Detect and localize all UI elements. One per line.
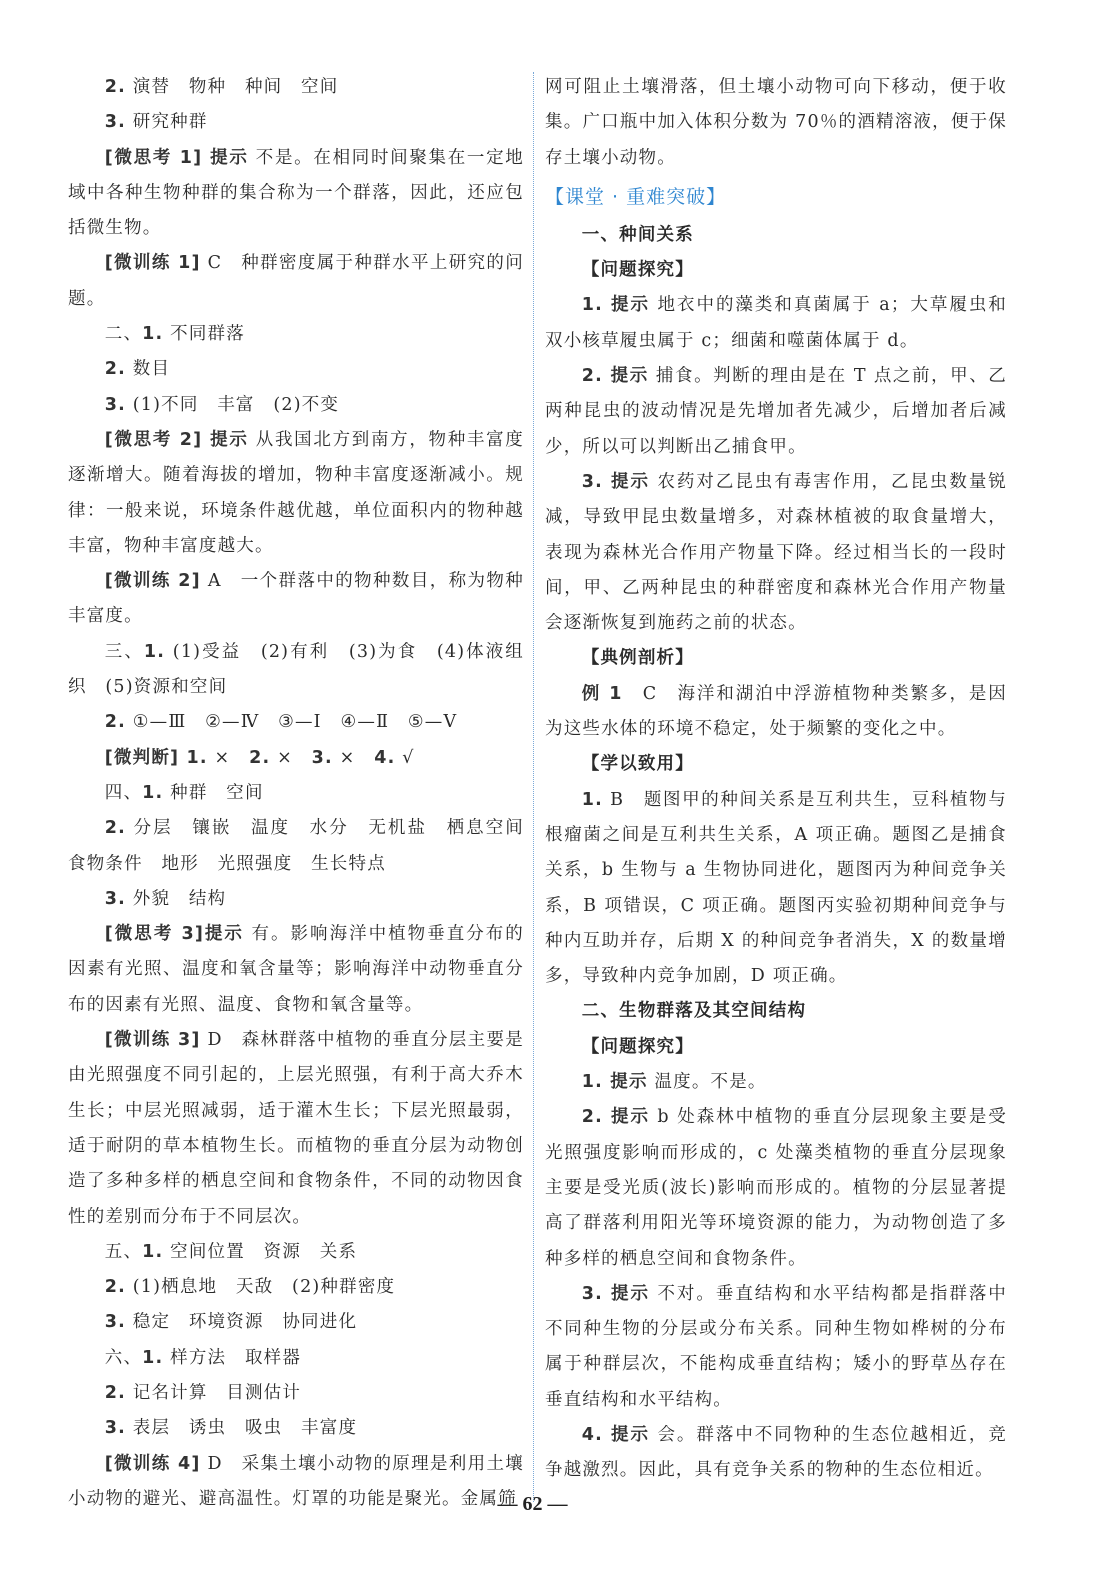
paragraph-text: 捕食。判断的理由是在 T 点之前，甲、乙两种昆虫的波动情况是先增加者先减少，后增加者后减少，所以可以判断出乙捕食甲。 — [545, 366, 1007, 457]
paragraph-text: 外貌 结构 — [125, 888, 227, 909]
bold-label: 2. — [249, 747, 271, 768]
answer-paragraph — [68, 388, 524, 423]
answer-paragraph — [545, 465, 1007, 641]
paragraph-text: 三、 — [104, 641, 144, 662]
bold-label: [微训练 3] — [104, 1030, 201, 1051]
paragraph-text: 演替 物种 种间 空间 — [125, 77, 339, 97]
bold-label: 2. — [104, 1277, 126, 1298]
answer-paragraph — [68, 917, 524, 1023]
paragraph-text: √ — [395, 747, 415, 768]
answer-paragraph — [68, 1270, 524, 1305]
paragraph-text: 二、 — [104, 324, 143, 345]
answer-paragraph — [68, 246, 524, 317]
bold-label: 4. 提示 — [581, 1424, 650, 1445]
subheading — [545, 1030, 1007, 1065]
paragraph-text: 地衣中的藻类和真菌属于 a；大草履虫和双小核草履虫属于 c；细菌和噬菌体属于 d。 — [545, 295, 1007, 351]
paragraph-text: 温度。不是。 — [647, 1072, 767, 1093]
bold-label: 3. — [104, 112, 126, 133]
answer-paragraph — [68, 741, 524, 776]
paragraph-text: 五、 — [104, 1241, 143, 1262]
paragraph-text: 不对。垂直结构和水平结构都是指群落中不同种生物的分层或分布关系。同种生物如桦树的分布属于种群层次，不能构成垂直结构；矮小的野草丛存在垂直结构和水平结构。 — [545, 1283, 1007, 1410]
subheading — [545, 253, 1007, 288]
bold-label: 2. 提示 — [581, 1107, 650, 1128]
paragraph-text: B 题图甲的种间关系是互利共生，豆科植物与根瘤菌之间是互利共生关系，A 项正确。题图乙是捕食关系，b 生物与 a 生物协同进化，题图丙为种间竞争关系，B 项错误，C 项正确。题图丙实验初期种间竞争与种内互助并存，后期 X 的种间竞争者消失，X 的数量增多，导致种内竞争加剧，D 项正确。 — [545, 789, 1007, 987]
paragraph-text: (1)不同 丰富 (2)不变 — [125, 394, 340, 415]
paragraph-text: b 处森林中植物的垂直分层现象主要是受光照强度影响而形成的，c 处藻类植物的垂直分层现象主要是受光质(波长)影响而形成的。植物的分层显著提高了群落利用阳光等环境资源的能力，为动物创造了多种多样的栖息空间和食物条件。 — [545, 1107, 1008, 1269]
paragraph-text: D 采集土壤小动物的原理是利用土壤小动物的避光、避高温性。灯罩的功能是聚光。金属筛 — [68, 1453, 524, 1509]
paragraph-text: 数目 — [125, 359, 171, 380]
bold-label: 3. — [104, 888, 126, 909]
paragraph-text: 【问题探究】 — [581, 260, 694, 281]
paragraph-text: 分层 镶嵌 温度 水分 无机盐 栖息空间 食物条件 地形 光照强度 生长特点 — [68, 818, 543, 874]
paragraph-text: 二、生物群落及其空间结构 — [581, 1001, 807, 1022]
bold-label: 2. — [104, 818, 126, 839]
bold-label: 3. 提示 — [581, 1283, 650, 1304]
bold-label: [微思考 1] 提示 — [104, 147, 249, 168]
answer-paragraph — [545, 70, 1007, 176]
answer-paragraph — [68, 882, 524, 917]
answer-paragraph — [545, 1100, 1007, 1276]
paragraph-text: 一、种间关系 — [581, 224, 694, 245]
paragraph-text: 样方法 取样器 — [163, 1347, 302, 1368]
right-column — [545, 70, 1007, 1489]
subheading — [545, 218, 1007, 253]
answer-paragraph — [68, 141, 524, 247]
paragraph-text: 四、 — [104, 782, 143, 803]
bold-label: [微训练 1] — [104, 253, 201, 274]
paragraph-text: × — [207, 747, 250, 768]
paragraph-text: 有。影响海洋中植物垂直分布的因素有光照、温度和氧含量等；影响海洋中动物垂直分布的因素有光照、温度、食物和氧含量等。 — [68, 924, 524, 1015]
answer-paragraph — [68, 423, 524, 564]
bold-label: 1. 提示 — [581, 1072, 648, 1093]
bold-label: 3. 提示 — [581, 471, 650, 492]
paragraph-text: × — [332, 747, 375, 768]
subheading — [545, 994, 1007, 1029]
answer-paragraph — [68, 705, 524, 740]
answer-paragraph — [68, 1305, 524, 1340]
answer-paragraph — [68, 635, 524, 706]
bold-label: 2. — [104, 359, 126, 380]
paragraph-text: 六、 — [104, 1347, 143, 1368]
bold-label: 4. — [374, 747, 396, 768]
bold-label: 1. — [581, 789, 603, 810]
answer-paragraph — [545, 677, 1007, 748]
paragraph-text: (1)受益 (2)有利 (3)为食 (4)体液组织 (5)资源和空间 — [68, 641, 524, 698]
paragraph-text: 农药对乙昆虫有毒害作用，乙昆虫数量锐减，导致甲昆虫数量增多，对森林植被的取食量增大，表现为森林光合作用产物量下降。经过相当长的一段时间，甲、乙两种昆虫的种群密度和森林光合作用产物量会逐渐恢复到施药之前的状态。 — [545, 471, 1007, 634]
bold-label: 3. — [104, 1312, 126, 1333]
bold-label: [微训练 4] — [104, 1453, 201, 1474]
paragraph-text: (1)栖息地 天敌 (2)种群密度 — [125, 1277, 396, 1298]
answer-paragraph — [68, 70, 524, 105]
paragraph-text: 【学以致用】 — [581, 754, 694, 775]
answer-paragraph — [68, 776, 524, 811]
paragraph-text: 不同群落 — [163, 324, 245, 345]
bold-label: [微思考 3]提示 — [104, 924, 244, 945]
answer-paragraph — [68, 1341, 524, 1376]
answer-paragraph — [68, 811, 543, 882]
paragraph-text: × — [270, 747, 312, 768]
answer-paragraph — [68, 1411, 524, 1446]
bold-label: 2. — [104, 77, 126, 97]
answer-paragraph — [68, 105, 524, 140]
column-divider — [533, 72, 534, 1502]
bold-label: 3. — [311, 747, 333, 768]
paragraph-text: 从我国北方到南方，物种丰富度逐渐增大。随着海拔的增加，物种丰富度逐渐减小。规律：一般来说，环境条件越优越，单位面积内的物种越丰富，物种丰富度越大。 — [68, 429, 524, 556]
paragraph-text: 记名计算 目测估计 — [125, 1382, 302, 1403]
bold-label: 1. — [142, 324, 164, 345]
answer-paragraph — [545, 359, 1007, 465]
answer-paragraph — [68, 1376, 524, 1411]
answer-paragraph — [68, 1235, 524, 1270]
bold-label: 2. — [104, 712, 126, 733]
bold-label: [微思考 2] 提示 — [104, 429, 249, 450]
paragraph-text: 种群 空间 — [163, 782, 264, 803]
bold-label: 2. — [104, 1382, 126, 1403]
paragraph-text: 空间位置 资源 关系 — [163, 1241, 358, 1262]
bold-label: 1. — [142, 1241, 164, 1262]
bold-label: 3. — [104, 1418, 126, 1439]
answer-paragraph — [68, 352, 524, 387]
bold-label: 1. — [142, 1347, 164, 1368]
bold-label: 2. 提示 — [581, 366, 649, 387]
paragraph-text: C 种群密度属于种群水平上研究的问题。 — [68, 253, 524, 309]
paragraph-text: 会。群落中不同物种的生态位越相近，竞争越激烈。因此，具有竞争关系的物种的生态位相近。 — [545, 1424, 1007, 1481]
bold-label: [微判断] 1. — [104, 747, 208, 768]
answer-paragraph — [545, 1418, 1007, 1489]
section-heading: 【课堂 · 重难突破】 — [545, 185, 727, 208]
paragraph-text: D 森林群落中植物的垂直分层主要是由光照强度不同引起的，上层光照强，有利于高大乔木生长；中层光照减弱，适于灌木生长；下层光照最弱，适于耐阴的草本植物生长。而植物的垂直分层为动物创造了多种多样的栖息空间和食物条件，不同的动物因食性的差别而分布于不同层次。 — [68, 1030, 524, 1227]
paragraph-text: 表层 诱虫 吸虫 丰富度 — [125, 1418, 358, 1439]
bold-label: 3. — [104, 394, 126, 415]
bold-label: 1. — [143, 641, 166, 662]
answer-paragraph — [545, 1065, 1007, 1100]
paragraph-text: 网可阻止土壤滑落，但土壤小动物可向下移动，便于收集。广口瓶中加入体积分数为 70％的酒精溶液，便于保存土壤小动物。 — [545, 77, 1007, 168]
answer-paragraph — [68, 564, 524, 635]
answer-paragraph — [68, 1023, 524, 1235]
paragraph-text: ①—Ⅲ ②—Ⅳ ③—Ⅰ ④—Ⅱ ⑤—Ⅴ — [125, 712, 458, 733]
bold-label: [微训练 2] — [104, 571, 201, 592]
paragraph-text: 【问题探究】 — [581, 1036, 694, 1057]
page-number: — 62 — — [497, 1493, 568, 1515]
bold-label: 1. 提示 — [581, 295, 650, 316]
paragraph-text: C 海洋和湖泊中浮游植物种类繁多，是因为这些水体的环境不稳定，处于频繁的变化之中。 — [545, 683, 1007, 740]
bold-label: 1. — [142, 782, 164, 803]
paragraph-text: 【典例剖析】 — [581, 648, 694, 669]
paragraph-text: 研究种群 — [125, 112, 208, 133]
answer-paragraph — [68, 317, 524, 352]
paragraph-text: 不是。在相同时间聚集在一定地域中各种生物种群的集合称为一个群落，因此，还应包括微生物。 — [68, 147, 524, 239]
answer-paragraph — [545, 288, 1007, 359]
answer-paragraph — [545, 783, 1007, 995]
answer-paragraph — [545, 1277, 1007, 1418]
subheading — [545, 747, 1007, 782]
subheading — [545, 641, 1007, 676]
paragraph-text: 稳定 环境资源 协同进化 — [125, 1312, 358, 1333]
paragraph-text: A 一个群落中的物种数目，称为物种丰富度。 — [68, 571, 524, 627]
bold-label: 例 1 — [581, 683, 623, 704]
